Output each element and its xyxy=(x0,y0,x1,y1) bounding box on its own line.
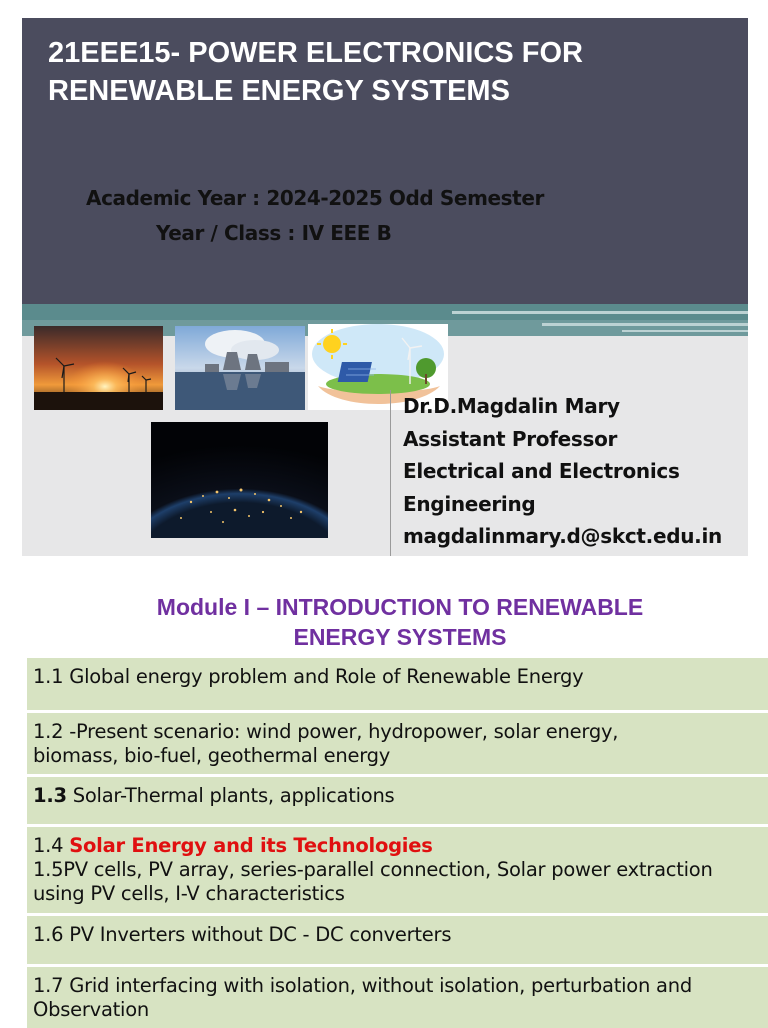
divider-line xyxy=(390,390,391,556)
course-title-line-2: RENEWABLE ENERGY SYSTEMS xyxy=(48,75,510,107)
module-heading xyxy=(0,592,768,652)
topic-text: PV Inverters without DC - DC converters xyxy=(63,923,452,946)
topic-number: 1.3 xyxy=(33,784,67,807)
topic-number: 1.4 xyxy=(33,834,64,857)
module-heading-line-2: ENERGY SYSTEMS xyxy=(293,624,507,650)
topic-number: 1.1 xyxy=(33,665,64,688)
topic-number: 1.6 xyxy=(33,923,64,946)
author-email[interactable]: magdalinmary.d@skct.edu.in xyxy=(403,524,722,549)
topic-text-continued: 1.5PV cells, PV array, series-parallel connection, Solar power extraction xyxy=(33,858,713,881)
topic-text: Solar-Thermal plants, applications xyxy=(66,784,395,807)
topic-row xyxy=(27,827,768,916)
topic-number: 1.7 xyxy=(33,974,64,997)
decorative-streak xyxy=(622,330,748,332)
topic-number: 1.2 xyxy=(33,720,64,743)
author-department-line-1: Electrical and Electronics xyxy=(403,459,680,484)
author-designation: Assistant Professor xyxy=(403,426,618,451)
topic-row xyxy=(27,967,768,1028)
course-title xyxy=(48,34,728,110)
topic-text-continued: using PV cells, I-V characteristics xyxy=(33,882,345,905)
topic-text-continued: Observation xyxy=(33,998,149,1021)
decorative-streak xyxy=(452,311,748,314)
wind-turbines-sunset-image xyxy=(34,326,163,410)
topic-row xyxy=(27,713,768,777)
author-name: Dr.D.Magdalin Mary xyxy=(403,394,620,418)
topic-row xyxy=(27,658,768,713)
module-heading-line-1: Module I – INTRODUCTION TO RENEWABLE xyxy=(156,594,644,620)
academic-year: Academic Year : 2024-2025 Odd Semester xyxy=(86,186,544,210)
topic-highlight: Solar Energy and its Technologies xyxy=(69,834,433,857)
course-title-line-1: 21EEE15- POWER ELECTRONICS FOR xyxy=(48,37,583,69)
topic-table xyxy=(27,658,768,1028)
topic-text: Grid interfacing with isolation, without isolation, perturbation and xyxy=(63,974,692,997)
author-department-line-2: Engineering xyxy=(403,491,536,516)
topic-row xyxy=(27,916,768,967)
year-class: Year / Class : IV EEE B xyxy=(156,221,392,245)
topic-text-continued: biomass, bio-fuel, geothermal energy xyxy=(33,744,391,767)
topic-row xyxy=(27,777,768,827)
power-plant-image xyxy=(175,326,305,410)
author-info xyxy=(403,390,722,553)
title-slide xyxy=(22,18,748,556)
topic-text: -Present scenario: wind power, hydropower, solar energy, xyxy=(63,720,619,743)
topic-text: Global energy problem and Role of Renewable Energy xyxy=(63,665,584,688)
earth-night-image xyxy=(151,422,328,538)
decorative-streak xyxy=(542,323,748,326)
